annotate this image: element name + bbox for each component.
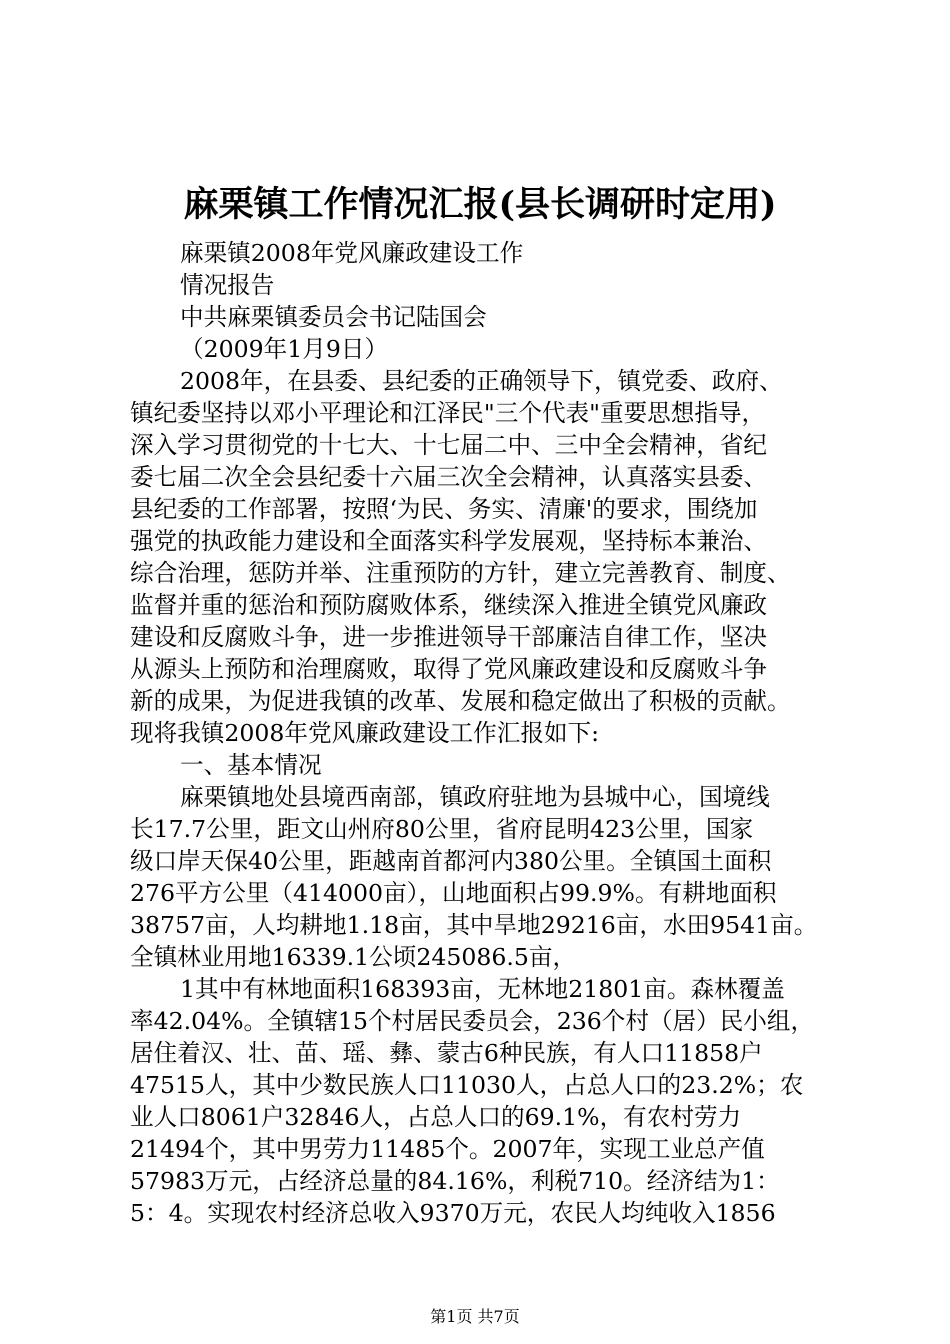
- body-line: （2009年1月9日）: [180, 335, 389, 363]
- body-line: 长17.7公里，距文山州府80公里，省府昆明423公里，国家: [130, 815, 754, 843]
- body-line: 强党的执政能力建设和全面落实科学发展观，坚持标本兼治、: [130, 527, 768, 555]
- body-line: 276平方公里（414000亩），山地面积占99.9%。有耕地面积: [130, 879, 777, 907]
- body-line: 监督并重的惩治和预防腐败体系，继续深入推进全镇党风廉政: [130, 591, 768, 619]
- body-line: 57983万元，占经济总量的84.16%，利税710。经济结为1：: [130, 1167, 780, 1195]
- body-line: 47515人，其中少数民族人口11030人，占总人口的23.2%；农: [130, 1071, 804, 1099]
- document-title: 麻栗镇工作情况汇报(县长调研时定用): [183, 184, 777, 225]
- body-line: 居住着汉、壮、苗、瑶、彝、蒙古6种民族，有人口11858户: [130, 1039, 763, 1067]
- body-line: 中共麻栗镇委员会书记陆国会: [180, 303, 487, 331]
- body-line: 新的成果，为促进我镇的改革、发展和稳定做出了积极的贡献。: [130, 687, 791, 715]
- body-line: 全镇林业用地16339.1公顷245086.5亩，: [130, 943, 577, 971]
- body-line: 一、基本情况: [180, 751, 322, 779]
- body-line: 5：4。实现农村经济总收入9370万元，农民人均纯收入1856: [130, 1199, 776, 1227]
- body-line: 镇纪委坚持以邓小平理论和江泽民"三个代表"重要思想指导，: [130, 399, 766, 427]
- body-line: 从源头上预防和治理腐败，取得了党风廉政建设和反腐败斗争: [130, 655, 768, 683]
- body-line: 麻栗镇地处县境西南部，镇政府驻地为县城中心，国境线: [180, 783, 770, 811]
- body-line: 委七届二次全会县纪委十六届三次全会精神，认真落实县委、: [130, 463, 768, 491]
- body-line: 县纪委的工作部署，按照‘为民、务实、清廉'的要求，围绕加: [130, 495, 758, 523]
- body-line: 级口岸天保40公里，距越南首都河内380公里。全镇国土面积: [130, 847, 772, 875]
- body-line: 综合治理，惩防并举、注重预防的方针，建立完善教育、制度、: [130, 559, 791, 587]
- body-line: 情况报告: [180, 271, 275, 299]
- body-line: 深入学习贯彻党的十七大、十七届二中、三中全会精神，省纪: [130, 431, 768, 459]
- body-line: 38757亩，人均耕地1.18亩，其中旱地29216亩，水田9541亩。: [130, 911, 818, 939]
- body-line: 业人口8061户32846人，占总人口的69.1%，有农村劳力: [130, 1103, 742, 1131]
- body-line: 建设和反腐败斗争，进一步推进领导干部廉洁自律工作，坚决: [130, 623, 768, 651]
- body-line: 2008年，在县委、县纪委的正确领导下，镇党委、政府、: [180, 367, 783, 395]
- page-footer: 第1页 共7页: [430, 1307, 520, 1326]
- document-body: [130, 237, 850, 1229]
- body-line: 1其中有林地面积168393亩，无林地21801亩。森林覆盖: [180, 975, 785, 1003]
- body-line: 率42.04%。全镇辖15个村居民委员会，236个村（居）民小组，: [130, 1007, 815, 1035]
- body-line: 21494个，其中男劳力11485个。2007年，实现工业总产值: [130, 1135, 765, 1163]
- body-line: 现将我镇2008年党风廉政建设工作汇报如下:: [130, 719, 600, 747]
- body-line: 麻栗镇2008年党风廉政建设工作: [180, 239, 524, 267]
